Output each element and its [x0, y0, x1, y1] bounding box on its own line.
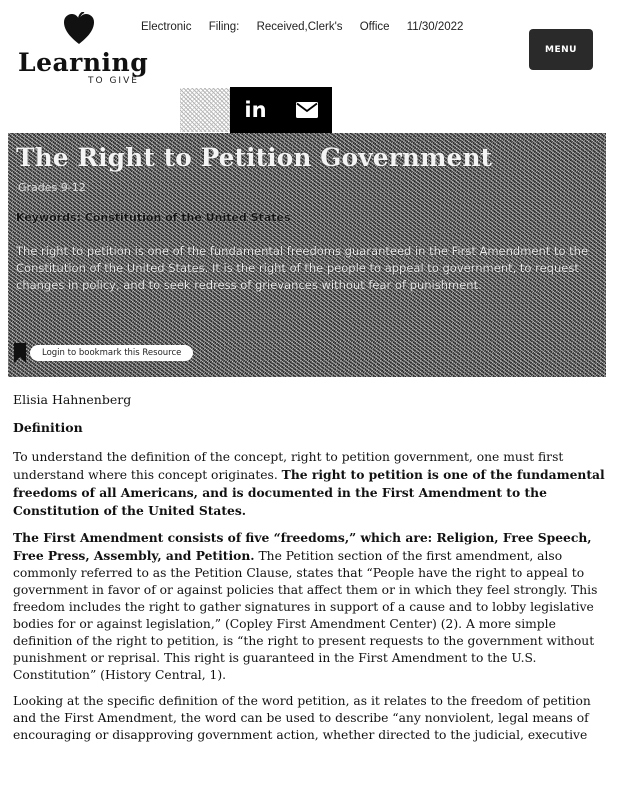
stamp-date: 11/30/2022 — [406, 21, 464, 33]
bookmark-button[interactable]: Login to bookmark this Resource — [30, 345, 193, 361]
paragraph-2-plain: The Petition section of the first amendment, also commonly referred to as the Petition Clause, states that “People have the right to appeal to government in favor of or against policies that affect them or in which they feel strongly. This freedom includes the right to gather signatures in support of a cause and to lobby legislative bodies for or against legislation,” (Copley First Amendment Center) (2). A more simple definition of the right to petition, is “the right to present requests to the government without punishment or reprisal. This right is guaranteed in the First Amendment to the U.S. Constitution” (History Central, 1). — [13, 549, 598, 682]
bookmark-icon — [14, 343, 26, 363]
keywords-line: Keywords: Constitution of the United States — [16, 211, 291, 224]
envelope-icon[interactable] — [281, 87, 332, 133]
grade-level: Grades 9-12 — [18, 181, 86, 194]
paragraph-1-bold: The right to petition is one of the fundamental freedoms of all Americans, and is documented in the First Amendment to the Constitution of the United States. — [13, 467, 605, 518]
heart-icon — [62, 12, 96, 46]
menu-button[interactable]: MENU — [529, 29, 593, 70]
page-title: The Right to Petition Government — [16, 143, 493, 172]
stamp-filing: Filing: — [208, 21, 240, 33]
paragraph-1-plain: To understand the definition of the concept, right to petition government, one must first understand where this concept originates. — [13, 450, 564, 482]
logo-tagline: TO GIVE — [88, 76, 139, 86]
author-name: Elisia Hahnenberg — [13, 392, 132, 407]
stamp-received: Received,Clerk's — [256, 21, 343, 33]
linkedin-icon[interactable]: in — [244, 98, 267, 122]
paragraph-2 — [13, 529, 605, 684]
hero-summary: The right to petition is one of the fundamental freedoms guaranteed in the First Amendment to the Constitution of the United States. It is the right of the people to appeal to government, to request changes in policy, and to seek redress of grievances without fear of punishment. — [16, 244, 589, 292]
hero-banner — [8, 133, 606, 377]
learning-to-give-logo[interactable] — [18, 12, 149, 86]
bookmark-control[interactable] — [14, 343, 193, 363]
share-bar — [230, 87, 332, 133]
paragraph-3: Looking at the specific definition of the word petition, as it relates to the freedom of petition and the First Amendment, the word can be used to describe “any nonviolent, legal means of encouraging or disapproving government action, whether directed to the judicial, executive — [13, 694, 591, 742]
paragraph-2-bold: The First Amendment consists of five “freedoms,” which are: Religion, Free Speech, Free Press, Assembly, and Petition. — [13, 530, 592, 563]
logo-wordmark: Learning — [18, 48, 149, 77]
envelope-glyph — [296, 102, 318, 118]
filing-stamp — [141, 21, 477, 33]
stamp-electronic: Electronic — [141, 21, 192, 33]
article-body — [13, 449, 605, 753]
section-heading: Definition — [13, 420, 83, 435]
paragraph-1 — [13, 449, 605, 520]
stamp-office: Office — [359, 21, 390, 33]
share-bar-texture — [180, 88, 230, 132]
